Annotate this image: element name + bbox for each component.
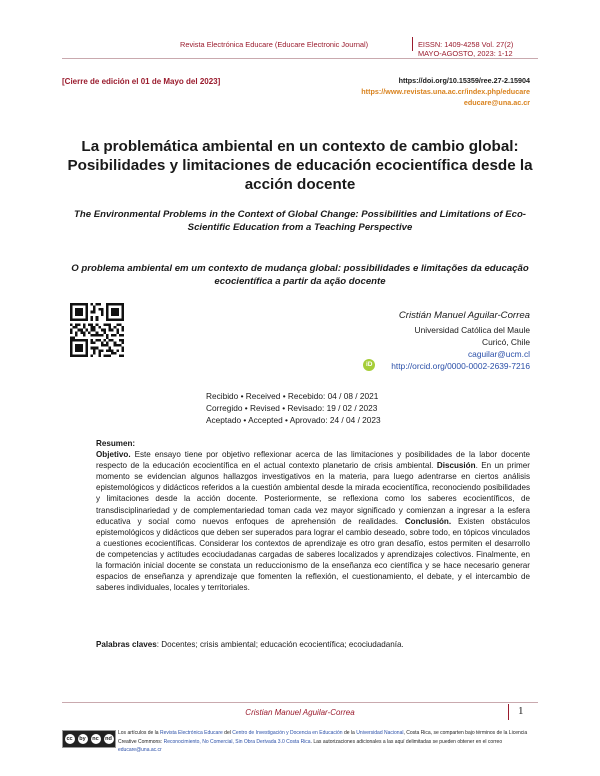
author-email-link[interactable]: caguilar@ucm.cl	[467, 349, 530, 359]
license-university-link[interactable]: Universidad Nacional	[356, 730, 404, 736]
license-part: , Costa Rica, se comparten bajo términos de la Licencia Creative Commons:	[118, 730, 528, 745]
keywords-label: Palabras claves	[96, 640, 157, 649]
journal-links	[361, 75, 530, 108]
license-part: de la	[342, 730, 357, 736]
abstract-heading: Resumen:	[96, 439, 136, 448]
license-part: del	[222, 730, 233, 736]
objetivo-text: Este ensayo tiene por objetivo reflexionar acerca de las limitaciones y posibilidades de la labor docente respecto de la educación ecocientífica en el actual contexto planetario de crisis ambiental.	[96, 450, 530, 471]
date-received: Recibido • Received • Recebido: 04 / 08 / 2021	[206, 391, 379, 401]
license-text	[118, 729, 538, 755]
conclusion-label: Conclusión.	[404, 516, 452, 526]
title-spanish: La problemática ambiental en un contexto de cambio global: Posibilidades y limitaciones de educación ecocientífica desde la acción docente	[67, 138, 533, 193]
keywords-text: : Docentes; crisis ambiental; educación ecocientífica; ecociudadanía.	[156, 640, 404, 649]
journal-email-link[interactable]: educare@una.ac.cr	[463, 98, 530, 107]
submission-dates	[206, 390, 381, 426]
qr-code	[70, 303, 124, 357]
footer-separator	[508, 704, 509, 720]
creative-commons-badge[interactable]	[62, 730, 116, 748]
license-part: . Las autorizaciones adicionales a las aquí delimitadas se pueden obtener en el correo	[310, 738, 503, 745]
doi-link[interactable]: https://doi.org/10.15359/ree.27-2.15904	[398, 76, 530, 85]
objetivo-label: Objetivo.	[96, 450, 131, 460]
license-part: Los artículos de la	[118, 730, 160, 736]
date-accepted: Aceptado • Accepted • Aprovado: 24 / 04 / 2023	[206, 415, 381, 425]
title-portuguese: O problema ambiental em um contexto de mudança global: possibilidades e limitações da educação ecocientífica a partir da ação docente	[71, 263, 529, 287]
conclusion-text: Existen obstáculos epistemológicos y didácticos que deben ser superados para lograr el cambio deseado, sobre todo, en tópicos vinculados a cuestiones ecocientíficas. Considerar los contextos de aprendizaje es otro gran desafío, estos permiten el desarrollo de competencias y actitudes ecociudadanas cargadas de saberes localizados y aprendizajes colectivos. Finalmente, en la formación inicial docente se constata un reduccionismo de la enseñanza eco científica y se hace necesario generar espacios de enseñanza y aprendizaje que fomenten la reflexión, el cuestionamiento, el debate, y el intercambio de saberes individuales, locales y territoriales.	[96, 516, 530, 593]
by-icon: by	[79, 736, 86, 742]
license-email-link[interactable]: educare@una.ac.cr	[118, 747, 162, 753]
header-rule	[62, 58, 538, 59]
nd-icon: nd	[105, 736, 112, 742]
abstract	[96, 438, 530, 593]
author-location: Curicó, Chile	[482, 337, 530, 347]
title-english: The Environmental Problems in the Context of Global Change: Possibilities and Limitations of Eco-Scientific Education from a Teaching Perspective	[73, 209, 527, 233]
orcid-link[interactable]: http://orcid.org/0000-0002-2639-7216	[391, 361, 530, 371]
keywords	[96, 639, 530, 650]
header-separator	[412, 37, 413, 51]
date-revised: Corregido • Revised • Revisado: 19 / 02 / 2023	[206, 403, 378, 413]
abstract-body	[96, 449, 530, 593]
orcid-row	[365, 360, 530, 372]
discusion-text: . En un primer momento se evidencian algunos hallazgos investigativos en la materia, para luego adentrarse en ciertos análisis epistemológicos y didácticos referidos a la cuestión ambiental desde la mirada ecocientífica, reconociendo posibilidades y limitaciones desde la acción docente. Posteriormente, se reflexiona como los saberes ecocientíficos, de transdisciplinariedad y de complementariedad toman cada vez mayor significado y comienzan a ingresar a la esfera educativa y social como nuevos enfoques de aprehensión de realidades.	[96, 461, 530, 526]
author-block	[365, 310, 530, 372]
discusion-label: Discusión	[436, 461, 476, 471]
journal-name: Revista Electrónica Educare (Educare Electronic Journal)	[180, 40, 369, 49]
cc-icon: cc	[66, 736, 73, 742]
license-type-link[interactable]: Reconocimiento, No Comercial, Sin Obra Derivada 3.0 Costa Rica	[163, 738, 311, 745]
license-journal-link[interactable]: Revista Electrónica Educare	[159, 730, 223, 736]
page-number: 1	[518, 705, 524, 717]
footer-author: Cristian Manuel Aguilar-Correa	[245, 708, 355, 717]
author-name: Cristián Manuel Aguilar-Correa	[398, 310, 530, 321]
footer-rule	[62, 702, 538, 703]
issue-info: EISSN: 1409-4258 Vol. 27(2) MAYO-AGOSTO, 2023: 1-12	[418, 40, 514, 58]
nc-icon: nc	[92, 736, 99, 742]
edition-close-note: [Cierre de edición el 01 de Mayo del 2023]	[62, 77, 221, 86]
website-link[interactable]: https://www.revistas.una.ac.cr/index.php/educare	[361, 87, 530, 96]
author-university: Universidad Católica del Maule	[414, 325, 530, 335]
orcid-icon: iD	[363, 359, 375, 371]
license-center-link[interactable]: Centro de Investigación y Docencia en Educación	[232, 730, 343, 736]
